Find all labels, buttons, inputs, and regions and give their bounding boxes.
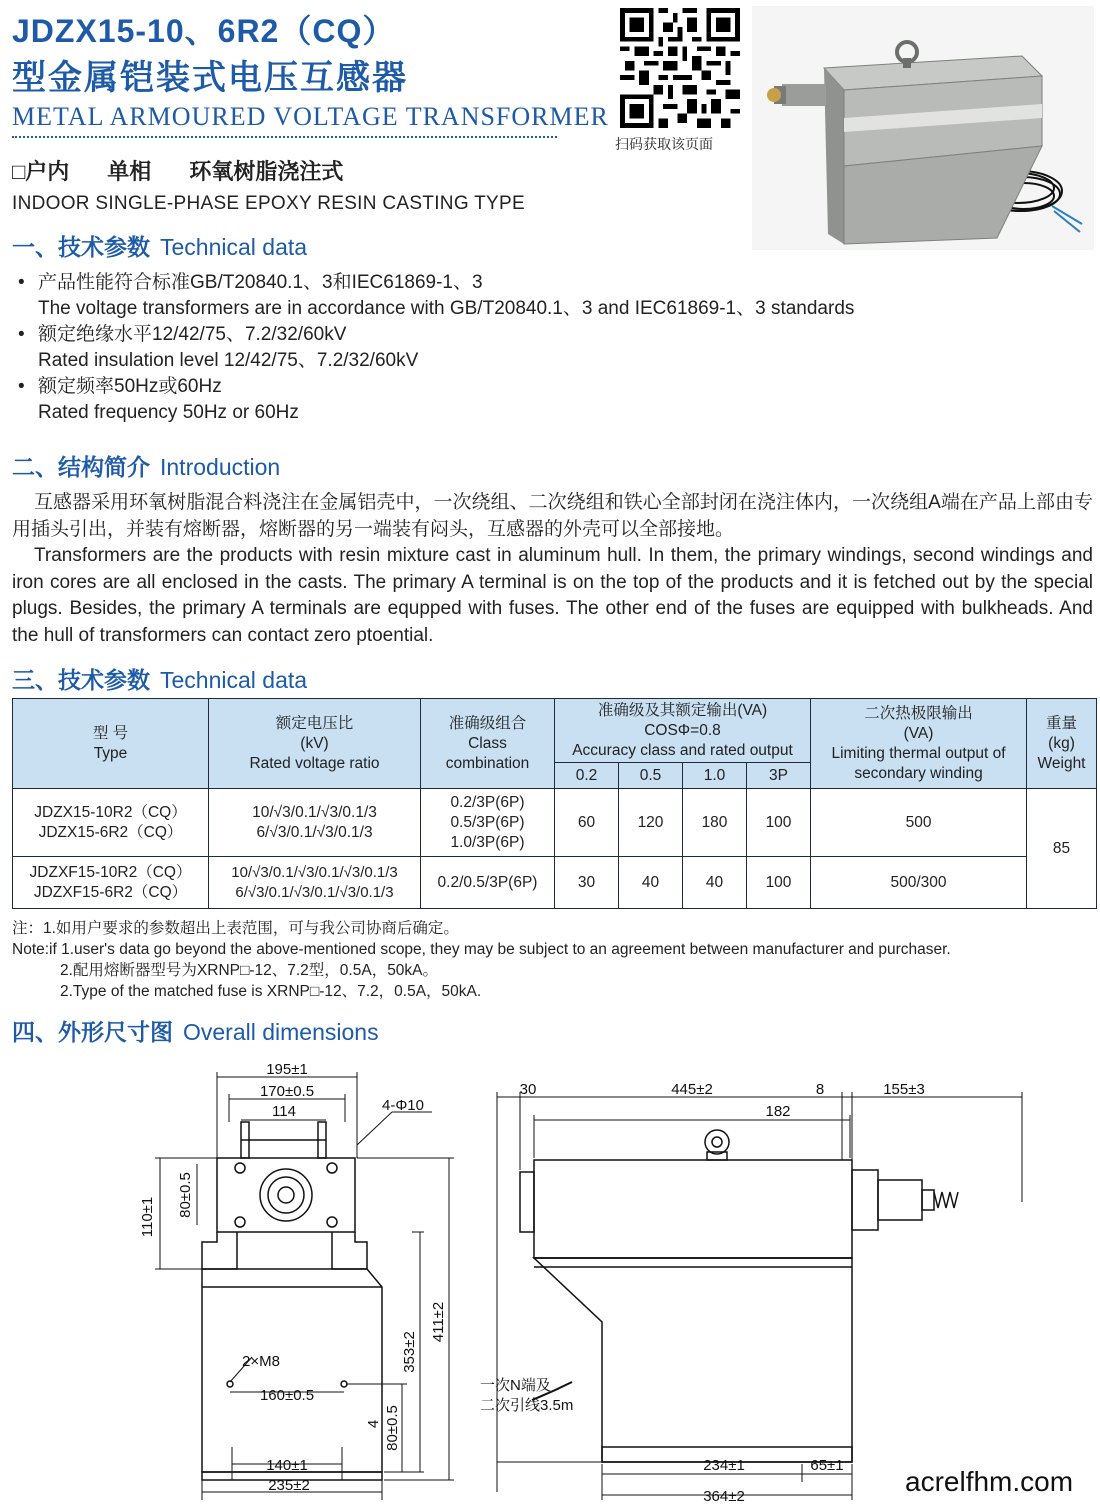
section-intro-title xyxy=(12,449,280,482)
subtitle-en: INDOOR SINGLE-PHASE EPOXY RESIN CASTING TYPE xyxy=(12,193,525,214)
qr-code[interactable] xyxy=(620,8,740,128)
section-table-cn: 三、技术参数 xyxy=(12,667,150,693)
cell-type xyxy=(13,789,209,857)
product-title-en: METAL ARMOURED VOLTAGE TRANSFORMER xyxy=(12,102,609,131)
product-photo xyxy=(752,6,1094,250)
side-view xyxy=(497,1092,1022,1500)
dim-holes: 4-Φ10 xyxy=(382,1097,424,1114)
section-table-title xyxy=(12,662,307,695)
bullet-frequency-cn: 额定频率50Hz或60Hz xyxy=(38,376,222,397)
bullet-dot: • xyxy=(18,272,25,293)
product-title-cn: 型金属铠装式电压互感器 xyxy=(12,59,408,97)
cell-acc-0-2: 30 xyxy=(555,857,619,909)
header-acc-1-0: 1.0 xyxy=(683,763,747,789)
dim-170: 170±0.5 xyxy=(259,1083,315,1100)
header-thermal xyxy=(811,699,1027,789)
lead-note-line2: 二次引线3.5m xyxy=(480,1397,574,1414)
dim-m8: 2×M8 xyxy=(242,1353,280,1370)
qr-caption: 扫码获取该页面 xyxy=(615,136,713,152)
dim-445: 445±2 xyxy=(671,1081,713,1098)
table-row xyxy=(13,789,1097,857)
cell-ratio-line: 6/√3/0.1/√3/0.1/√3/0.1/3 xyxy=(235,883,394,901)
header-class-en1: Class xyxy=(468,734,507,752)
header-accuracy xyxy=(555,699,811,763)
bullet-standards-en: The voltage transformers are in accordance with GB/T20840.1、3 and IEC61869-1、3 standards xyxy=(38,298,855,319)
subtitle-cn xyxy=(12,155,381,186)
header-type-en: Type xyxy=(93,744,128,762)
cell-type-line: JDZXF15-6R2（CQ） xyxy=(33,883,188,901)
header-weight-en: Weight xyxy=(1037,754,1086,772)
header-weight-cn: 重量 xyxy=(1046,714,1078,732)
header-thermal-unit: (VA) xyxy=(903,724,934,742)
dim-114: 114 xyxy=(272,1103,296,1120)
bullet-frequency xyxy=(12,374,1072,426)
dim-65: 65±1 xyxy=(810,1457,844,1474)
bullet-insulation-cn: 额定绝缘水平12/42/75、7.2/32/60kV xyxy=(38,324,347,345)
introduction-text xyxy=(12,490,1093,649)
dimension-drawing xyxy=(12,1052,1096,1507)
dim-182: 182 xyxy=(765,1103,791,1120)
section-technical-en: Technical data xyxy=(160,234,308,260)
subtitle-epoxy: 环氧树脂浇注式 xyxy=(189,159,344,184)
table-notes xyxy=(12,918,1096,1002)
header-acc-3p: 3P xyxy=(747,763,811,789)
bullet-dot: • xyxy=(18,324,25,345)
section-dims-cn: 四、外形尺寸图 xyxy=(12,1019,173,1045)
header-acc-0-2: 0.2 xyxy=(555,763,619,789)
website-url[interactable]: acrelfhm.com xyxy=(905,1466,1074,1497)
title-divider xyxy=(12,136,557,138)
header-weight-unit: (kg) xyxy=(1048,734,1075,752)
section-dims-en: Overall dimensions xyxy=(183,1019,379,1045)
cell-type-line: JDZXF15-10R2（CQ） xyxy=(29,863,192,881)
bullet-frequency-en: Rated frequency 50Hz or 60Hz xyxy=(38,402,299,423)
header-type xyxy=(13,699,209,789)
cell-weight: 85 xyxy=(1027,789,1097,909)
dim-155: 155±3 xyxy=(883,1081,925,1098)
dim-30: 30 xyxy=(519,1081,537,1098)
header-thermal-en1: Limiting thermal output of xyxy=(831,744,1006,762)
model-title: JDZX15-10、6R2（CQ） xyxy=(12,13,396,49)
header-accuracy-en: Accuracy class and rated output xyxy=(572,741,793,759)
cell-acc-1-0: 40 xyxy=(683,857,747,909)
bullet-standards xyxy=(12,270,1072,322)
cell-acc-3p: 100 xyxy=(747,789,811,857)
cell-ratio xyxy=(209,789,421,857)
cell-acc-0-5: 120 xyxy=(619,789,683,857)
cell-ratio xyxy=(209,857,421,909)
note-1-cn: 注：1.如用户要求的参数超出上表范围，可与我公司协商后确定。 xyxy=(12,920,459,937)
dim-80a: 80±0.5 xyxy=(177,1172,194,1218)
header-thermal-en2: secondary winding xyxy=(854,764,983,782)
cell-class xyxy=(421,789,555,857)
cell-type-line: JDZX15-6R2（CQ） xyxy=(38,823,183,841)
header-class xyxy=(421,699,555,789)
header-class-cn: 准确级组合 xyxy=(448,714,527,732)
technical-bullets xyxy=(12,270,1072,426)
dim-364: 364±2 xyxy=(703,1488,745,1505)
section-intro-cn: 二、结构简介 xyxy=(12,454,150,480)
header-ratio xyxy=(209,699,421,789)
header-thermal-cn: 二次热极限输出 xyxy=(864,704,973,722)
cell-class-line: 0.5/3P(6P) xyxy=(450,813,525,831)
header-weight xyxy=(1027,699,1097,789)
dim-80b: 80±0.5 xyxy=(384,1405,401,1451)
header-class-en2: combination xyxy=(445,754,530,772)
header-type-cn: 型 号 xyxy=(92,724,129,742)
side-view-labels xyxy=(480,1081,925,1505)
technical-data-table xyxy=(12,698,1097,909)
dim-160: 160±0.5 xyxy=(259,1387,315,1404)
dim-110: 110±1 xyxy=(139,1196,156,1238)
lead-note-line1: 一次N端及 xyxy=(480,1377,551,1394)
front-view-labels xyxy=(139,1061,447,1494)
cell-type-line: JDZX15-10R2（CQ） xyxy=(34,803,187,821)
section-table-en: Technical data xyxy=(160,667,308,693)
dim-195: 195±1 xyxy=(266,1061,308,1078)
header-accuracy-cos: COSΦ=0.8 xyxy=(644,721,721,739)
cell-acc-3p: 100 xyxy=(747,857,811,909)
header-ratio-unit: (kV) xyxy=(300,734,329,752)
cell-ratio-line: 10/√3/0.1/√3/0.1/√3/0.1/3 xyxy=(231,863,398,881)
dim-411: 411±2 xyxy=(430,1301,447,1343)
cell-class-line: 0.2/3P(6P) xyxy=(450,793,525,811)
note-1-en: Note:if 1.user's data go beyond the above-mentioned scope, they may be subject to an agreement between manufacturer and purchaser. xyxy=(12,941,951,958)
section-dims-title xyxy=(12,1014,379,1047)
cell-acc-0-5: 40 xyxy=(619,857,683,909)
dim-234: 234±1 xyxy=(703,1457,745,1474)
cell-ratio-line: 6/√3/0.1/√3/0.1/3 xyxy=(256,823,373,841)
intro-paragraph-en: Transformers are the products with resin mixture cast in aluminum hull. In them, the primary windings, second windings and iron cores are all enclosed in the casts. The primary A terminal is on the top of the products and it is fetched out by the special plugs. Besides, the primary A terminals are equpped with fuses. The other end of the fuses are equipped with bulkheads. And the hull of transformers can contact zero ptoential. xyxy=(12,545,1093,646)
header-acc-0-5: 0.5 xyxy=(619,763,683,789)
intro-paragraph-cn: 互感器采用环氧树脂混合料浇注在金属铝壳中，一次绕组、二次绕组和铁心全部封闭在浇注体内，一次绕组A端在产品上部由专用插头引出，并装有熔断器，熔断器的另一端装有闷头，互感器的外壳可以全部接地。 xyxy=(12,492,1093,540)
cell-acc-0-2: 60 xyxy=(555,789,619,857)
header-ratio-cn: 额定电压比 xyxy=(275,714,354,732)
cell-acc-1-0: 180 xyxy=(683,789,747,857)
section-intro-en: Introduction xyxy=(160,454,281,480)
subtitle-indoor: □户内 xyxy=(12,159,70,184)
dim-4: 4 xyxy=(365,1419,382,1429)
cell-class-line: 1.0/3P(6P) xyxy=(450,833,525,851)
cell-ratio-line: 10/√3/0.1/√3/0.1/3 xyxy=(252,803,377,821)
section-technical-cn: 一、技术参数 xyxy=(12,234,150,260)
note-2-cn: 2.配用熔断器型号为XRNP□-12、7.2型，0.5A，50kA。 xyxy=(60,962,439,979)
cell-thermal: 500 xyxy=(811,789,1027,857)
bullet-insulation-en: Rated insulation level 12/42/75、7.2/32/60kV xyxy=(38,350,419,371)
subtitle-single-phase: 单相 xyxy=(107,159,152,184)
dim-353: 353±2 xyxy=(401,1331,418,1373)
note-2-en: 2.Type of the matched fuse is XRNP□-12、7.2，0.5A，50kA. xyxy=(60,983,482,1000)
bullet-insulation xyxy=(12,322,1072,374)
header-accuracy-cn: 准确级及其额定输出(VA) xyxy=(597,701,768,719)
bullet-standards-cn: 产品性能符合标准GB/T20840.1、3和IEC61869-1、3 xyxy=(38,272,483,293)
section-technical-title xyxy=(12,229,307,262)
dim-8: 8 xyxy=(815,1081,825,1098)
cell-type xyxy=(13,857,209,909)
dim-235: 235±2 xyxy=(268,1477,310,1494)
cell-class: 0.2/0.5/3P(6P) xyxy=(421,857,555,909)
front-view xyxy=(155,1072,454,1500)
header-ratio-en: Rated voltage ratio xyxy=(249,754,380,772)
table-row xyxy=(13,857,1097,909)
bullet-dot: • xyxy=(18,376,25,397)
dim-140: 140±1 xyxy=(266,1457,308,1474)
cell-thermal: 500/300 xyxy=(811,857,1027,909)
